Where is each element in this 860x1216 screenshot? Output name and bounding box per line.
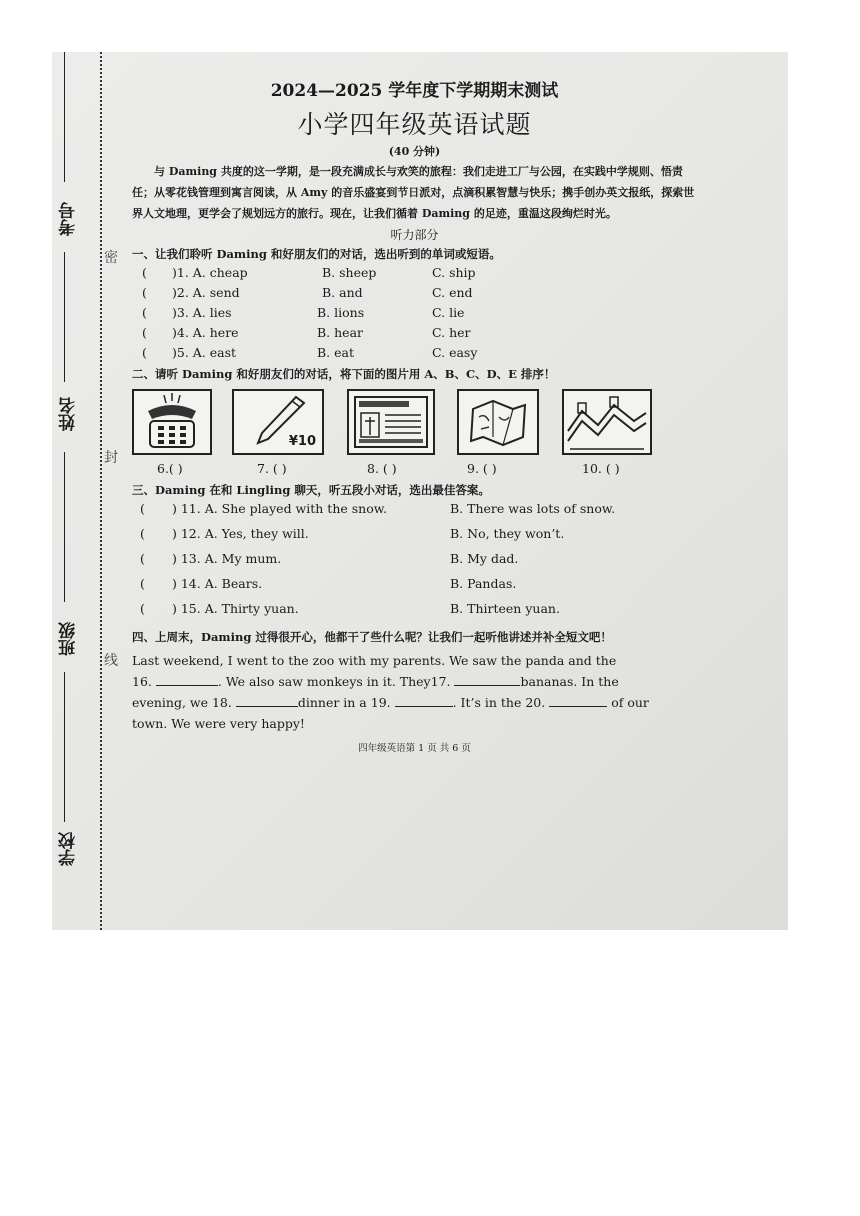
section3-title: 三、Daming 在和 Lingling 聊天，听五段小对话，选出最佳答案。 bbox=[132, 483, 490, 497]
option-a: ) 14. A. Bears. bbox=[172, 576, 263, 591]
option-a: )1. A. cheap bbox=[172, 265, 248, 280]
list-item: ( ) 11. A. She played with the snow. B. There was lots of snow. bbox=[140, 501, 616, 516]
list-item: ( )3. A. lies B. lions C. lie bbox=[142, 305, 465, 320]
term-title: 2024—2025 学年度下学期期末测试 bbox=[270, 81, 559, 101]
postcard-picture bbox=[347, 389, 435, 455]
blank-16[interactable] bbox=[156, 685, 218, 686]
option-a: )5. A. east bbox=[172, 345, 237, 360]
class-label: 班级 bbox=[59, 622, 79, 656]
picture-label-10: 10. ( ) bbox=[582, 461, 620, 476]
telephone-icon bbox=[134, 391, 210, 453]
option-c: C. end bbox=[432, 285, 473, 300]
option-a: )3. A. lies bbox=[172, 305, 232, 320]
blank-18[interactable] bbox=[236, 706, 298, 707]
option-a: )4. A. here bbox=[172, 325, 239, 340]
seal-dotted-line bbox=[100, 52, 102, 930]
option-b: B. hear bbox=[317, 325, 364, 340]
option-b: B. and bbox=[322, 285, 363, 300]
option-b: B. There was lots of snow. bbox=[450, 501, 616, 516]
list-item: ( )5. A. east B. eat C. easy bbox=[142, 345, 478, 360]
map-picture bbox=[457, 389, 539, 455]
blank-17[interactable] bbox=[454, 685, 520, 686]
page-footer: 四年级英语第 1 页 共 6 页 bbox=[358, 743, 471, 754]
option-b: B. sheep bbox=[322, 265, 377, 280]
option-a: )2. A. send bbox=[172, 285, 240, 300]
option-b: B. No, they won’t. bbox=[450, 526, 565, 541]
telephone-picture bbox=[132, 389, 212, 455]
duration: (40 分钟) bbox=[388, 145, 441, 158]
list-item: ( ) 13. A. My mum. B. My dad. bbox=[140, 551, 519, 566]
option-a: ) 12. A. Yes, they will. bbox=[172, 526, 309, 541]
listening-title: 听力部分 bbox=[390, 228, 439, 242]
section2-title: 二、请听 Daming 和好朋友们的对话，将下面的图片用 A、B、C、D、E 排序！ bbox=[132, 367, 556, 381]
class-line bbox=[64, 452, 65, 602]
option-b: B. Pandas. bbox=[450, 576, 517, 591]
passage-line-1: Last weekend, I went to the zoo with my parents. We saw the panda and the bbox=[132, 653, 617, 668]
passage-line-4: town. We were very happy! bbox=[132, 716, 305, 731]
option-b: B. My dad. bbox=[450, 551, 519, 566]
binding-margin bbox=[52, 52, 112, 930]
map-icon bbox=[459, 391, 537, 453]
cloze-passage bbox=[132, 650, 697, 734]
list-item: ( ) 12. A. Yes, they will. B. No, they won’t. bbox=[140, 526, 565, 541]
exam-sheet bbox=[132, 72, 697, 754]
picture-label-7: 7. ( ) bbox=[257, 461, 287, 476]
great-wall-icon bbox=[564, 391, 650, 453]
intro-paragraph: 与 Daming 共度的这一学期，是一段充满成长与欢笑的旅程：我们走进工厂与公园，在实践中学规则、悟责任；从零花钱管理到寓言阅读，从 Amy 的音乐盛宴到节日派对，点滴积累智慧与快乐；携手创办英文报纸，探索世界人文地理，更学会了规划远方的旅行。现在，让我们循着 Daming 的足迹，重温这段绚烂时光。 bbox=[132, 165, 695, 220]
school-line bbox=[64, 672, 65, 822]
section1-list bbox=[132, 263, 697, 363]
exam-no-label: 考号 bbox=[59, 202, 79, 236]
picture-label-8: 8. ( ) bbox=[367, 461, 397, 476]
pen-picture bbox=[232, 389, 324, 455]
section3-list bbox=[132, 499, 697, 624]
option-c: C. her bbox=[432, 325, 471, 340]
picture-label-6: 6.( ) bbox=[157, 461, 183, 476]
option-c: C. easy bbox=[432, 345, 478, 360]
price-tag: ¥10 bbox=[288, 434, 316, 449]
passage-line-2: 16. . We also saw monkeys in it. They17. bananas. In the bbox=[132, 674, 619, 689]
postcard-icon bbox=[349, 391, 433, 453]
section1-title: 一、让我们聆听 Daming 和好朋友们的对话，选出听到的单词或短语。 bbox=[132, 247, 501, 261]
picture-label-9: 9. ( ) bbox=[467, 461, 497, 476]
option-b: B. lions bbox=[317, 305, 365, 320]
seal-xian: 线 bbox=[104, 653, 118, 669]
school-label: 学校 bbox=[59, 832, 79, 866]
list-item: ( )1. A. cheap B. sheep C. ship bbox=[142, 265, 476, 280]
exam-photo bbox=[52, 52, 788, 930]
list-item: ( ) 14. A. Bears. B. Pandas. bbox=[140, 576, 517, 591]
option-a: ) 15. A. Thirty yuan. bbox=[172, 601, 299, 616]
list-item: ( )2. A. send B. and C. end bbox=[142, 285, 473, 300]
list-item: ( ) 15. A. Thirty yuan. B. Thirteen yuan. bbox=[140, 601, 560, 616]
option-b: B. eat bbox=[317, 345, 355, 360]
option-c: C. lie bbox=[432, 305, 465, 320]
list-item: ( )4. A. here B. hear C. her bbox=[142, 325, 471, 340]
option-a: ) 13. A. My mum. bbox=[172, 551, 282, 566]
picture-row bbox=[132, 389, 697, 459]
name-line bbox=[64, 252, 65, 382]
exam-no-line bbox=[64, 52, 65, 182]
section4-title: 四、上周末，Daming 过得很开心，他都干了些什么呢？让我们一起听他讲述并补全短文吧！ bbox=[132, 630, 612, 644]
passage-line-3: evening, we 18. dinner in a 19. . It’s in the 20. of our bbox=[132, 695, 649, 710]
name-label: 姓名 bbox=[59, 397, 79, 431]
seal-feng: 封 bbox=[104, 450, 118, 466]
blank-20[interactable] bbox=[549, 706, 607, 707]
main-title: 小学四年级英语试题 bbox=[297, 110, 532, 139]
option-b: B. Thirteen yuan. bbox=[450, 601, 560, 616]
option-a: ) 11. A. She played with the snow. bbox=[172, 501, 387, 516]
great-wall-picture bbox=[562, 389, 652, 455]
seal-mi: 密 bbox=[104, 250, 118, 266]
picture-labels bbox=[132, 459, 697, 479]
option-c: C. ship bbox=[432, 265, 476, 280]
blank-19[interactable] bbox=[395, 706, 453, 707]
